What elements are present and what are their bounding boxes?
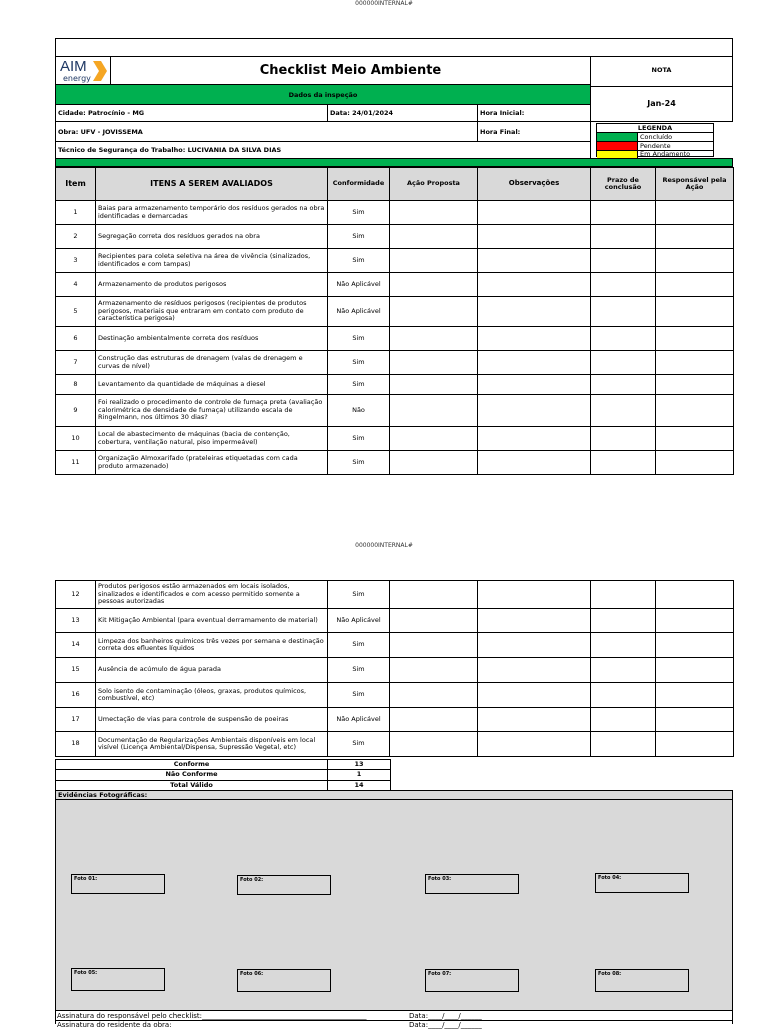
item-observacoes[interactable] — [478, 327, 591, 351]
table-row — [56, 327, 734, 351]
item-observacoes[interactable] — [478, 225, 591, 249]
item-prazo[interactable] — [591, 201, 656, 225]
item-responsavel[interactable] — [656, 375, 734, 395]
table-row — [56, 609, 734, 633]
photo-box-02[interactable]: Foto 02: — [237, 875, 331, 895]
item-number: 10 — [56, 427, 96, 451]
legend — [596, 123, 714, 157]
checklist-table-2 — [55, 580, 734, 757]
item-observacoes[interactable] — [478, 395, 591, 427]
item-conformidade: Não Aplicável — [328, 609, 390, 633]
item-acao-proposta[interactable] — [390, 609, 478, 633]
item-description: Recipientes para coleta seletiva na área de vivência (sinalizados, identificados e com tampas) — [96, 249, 328, 273]
table-row — [56, 581, 734, 609]
item-acao-proposta[interactable] — [390, 273, 478, 297]
item-acao-proposta[interactable] — [390, 427, 478, 451]
item-acao-proposta[interactable] — [390, 395, 478, 427]
item-number: 13 — [56, 609, 96, 633]
hora-final: Hora Final: — [477, 121, 591, 142]
item-observacoes[interactable] — [478, 609, 591, 633]
item-responsavel[interactable] — [656, 225, 734, 249]
item-conformidade: Sim — [328, 658, 390, 683]
item-observacoes[interactable] — [478, 351, 591, 375]
hora-inicial: Hora Inicial: — [477, 104, 591, 122]
item-prazo[interactable] — [591, 581, 656, 609]
totals-row: Total Válido 14 — [56, 781, 391, 792]
item-observacoes[interactable] — [478, 375, 591, 395]
item-observacoes[interactable] — [478, 249, 591, 273]
col-acao: Ação Proposta — [390, 168, 478, 201]
item-number: 3 — [56, 249, 96, 273]
item-conformidade: Sim — [328, 201, 390, 225]
item-prazo[interactable] — [591, 427, 656, 451]
item-observacoes[interactable] — [478, 581, 591, 609]
item-acao-proposta[interactable] — [390, 327, 478, 351]
signature-residente-date: Data:____/____/______ — [409, 1021, 482, 1029]
item-description: Organização Almoxarifado (prateleiras etiquetadas com cada produto armazenado) — [96, 451, 328, 475]
item-prazo[interactable] — [591, 732, 656, 757]
item-acao-proposta[interactable] — [390, 683, 478, 708]
col-responsavel: Responsável pela Ação — [656, 168, 734, 201]
item-prazo[interactable] — [591, 683, 656, 708]
item-prazo[interactable] — [591, 351, 656, 375]
table-row — [56, 395, 734, 427]
item-prazo[interactable] — [591, 708, 656, 732]
item-description: Documentação de Regularizações Ambientais disponíveis em local visível (Licença Ambiental/Dispensa, Supressão Vegetal, etc) — [96, 732, 328, 757]
item-number: 6 — [56, 327, 96, 351]
item-acao-proposta[interactable] — [390, 249, 478, 273]
item-prazo[interactable] — [591, 375, 656, 395]
item-number: 4 — [56, 273, 96, 297]
table-row — [56, 201, 734, 225]
signature-residente: Assinatura do residente da obra: — [57, 1021, 172, 1029]
green-separator — [55, 158, 733, 167]
item-prazo[interactable] — [591, 658, 656, 683]
item-responsavel[interactable] — [656, 327, 734, 351]
item-observacoes[interactable] — [478, 273, 591, 297]
item-responsavel[interactable] — [656, 732, 734, 757]
item-responsavel[interactable] — [656, 609, 734, 633]
totals-row: Conforme 13 — [56, 760, 391, 770]
table-row — [56, 732, 734, 757]
signature-area — [55, 1010, 733, 1029]
item-description: Solo isento de contaminação (óleos, graxas, produtos químicos, combustível, etc) — [96, 683, 328, 708]
item-description: Segregação correta dos resíduos gerados na obra — [96, 225, 328, 249]
item-conformidade: Sim — [328, 351, 390, 375]
table-row — [56, 451, 734, 475]
item-responsavel[interactable] — [656, 708, 734, 732]
item-conformidade: Sim — [328, 683, 390, 708]
item-acao-proposta[interactable] — [390, 225, 478, 249]
item-observacoes[interactable] — [478, 451, 591, 475]
totals-table — [55, 759, 391, 792]
logo-cell — [55, 56, 111, 85]
logo-sub: energy — [63, 74, 91, 83]
item-prazo[interactable] — [591, 297, 656, 327]
item-description: Limpeza dos banheiros químicos três vezes por semana e destinação correta dos efluentes líquidos — [96, 633, 328, 658]
item-prazo[interactable] — [591, 327, 656, 351]
item-conformidade: Sim — [328, 225, 390, 249]
photo-box-03[interactable]: Foto 03: — [425, 874, 519, 894]
item-responsavel[interactable] — [656, 427, 734, 451]
item-number: 1 — [56, 201, 96, 225]
item-number: 14 — [56, 633, 96, 658]
item-observacoes[interactable] — [478, 201, 591, 225]
table-row — [56, 297, 734, 327]
item-number: 12 — [56, 581, 96, 609]
item-number: 18 — [56, 732, 96, 757]
item-observacoes[interactable] — [478, 683, 591, 708]
item-acao-proposta[interactable] — [390, 732, 478, 757]
item-description: Ausência de acúmulo de água parada — [96, 658, 328, 683]
item-prazo[interactable] — [591, 225, 656, 249]
checklist-table-1 — [55, 167, 734, 475]
item-responsavel[interactable] — [656, 351, 734, 375]
item-responsavel[interactable] — [656, 201, 734, 225]
table-row — [56, 249, 734, 273]
table-row — [56, 658, 734, 683]
item-observacoes[interactable] — [478, 658, 591, 683]
item-responsavel[interactable] — [656, 297, 734, 327]
item-observacoes[interactable] — [478, 297, 591, 327]
table-row — [56, 427, 734, 451]
item-observacoes[interactable] — [478, 633, 591, 658]
photo-box-07[interactable]: Foto 07: — [425, 969, 519, 992]
logo-arrow-icon — [93, 61, 107, 81]
tecnico: Técnico de Segurança do Trabalho: LUCIVANIA DA SILVA DIAS — [55, 141, 591, 159]
col-prazo: Prazo de conclusão — [591, 168, 656, 201]
item-number: 16 — [56, 683, 96, 708]
item-acao-proposta[interactable] — [390, 633, 478, 658]
item-description: Destinação ambientalmente correta dos resíduos — [96, 327, 328, 351]
item-responsavel[interactable] — [656, 658, 734, 683]
item-description: Baias para armazenamento temporário dos resíduos gerados na obra identificadas e demarcadas — [96, 201, 328, 225]
col-itens: ITENS A SEREM AVALIADOS — [96, 168, 328, 201]
item-acao-proposta[interactable] — [390, 375, 478, 395]
legend-swatch-yellow — [597, 151, 638, 158]
item-number: 7 — [56, 351, 96, 375]
col-item: Item — [56, 168, 96, 201]
table-row — [56, 708, 734, 732]
table-header-row — [56, 168, 734, 201]
item-conformidade: Não Aplicável — [328, 708, 390, 732]
col-observacoes: Observações — [478, 168, 591, 201]
dados-inspecao: Dados da inspeção — [55, 84, 591, 105]
item-number: 2 — [56, 225, 96, 249]
item-conformidade: Não Aplicável — [328, 297, 390, 327]
evidencias-label: Evidências Fotográficas: — [55, 790, 733, 800]
nota-label: NOTA — [651, 66, 672, 74]
item-number: 8 — [56, 375, 96, 395]
item-number: 15 — [56, 658, 96, 683]
item-prazo[interactable] — [591, 633, 656, 658]
item-number: 11 — [56, 451, 96, 475]
item-number: 5 — [56, 297, 96, 327]
nota-value: Jan-24 — [647, 99, 676, 108]
logo: AIM — [60, 58, 87, 75]
item-conformidade: Sim — [328, 327, 390, 351]
item-prazo[interactable] — [591, 395, 656, 427]
table-row — [56, 375, 734, 395]
item-description: Armazenamento de resíduos perigosos (recipientes de produtos perigosos, materiais que entraram em contato com produto de característica perigosa) — [96, 297, 328, 327]
item-responsavel[interactable] — [656, 633, 734, 658]
item-conformidade: Sim — [328, 375, 390, 395]
totals-row: Não Conforme 1 — [56, 770, 391, 781]
table-row — [56, 351, 734, 375]
legend-title: LEGENDA — [597, 124, 713, 133]
watermark-top: 000000INTERNAL# — [355, 0, 413, 7]
item-prazo[interactable] — [591, 273, 656, 297]
signature-responsavel: Assinatura do responsável pelo checklist:_______________________________________________ — [57, 1012, 367, 1020]
item-description: Kit Mitigação Ambiental (para eventual derramamento de material) — [96, 609, 328, 633]
col-conformidade: Conformidade — [328, 168, 390, 201]
legend-item-andamento: Em Andamento — [597, 151, 713, 158]
data: Data: 24/01/2024 — [327, 104, 478, 122]
item-acao-proposta[interactable] — [390, 658, 478, 683]
item-conformidade: Sim — [328, 581, 390, 609]
item-observacoes[interactable] — [478, 427, 591, 451]
item-description: Foi realizado o procedimento de controle de fumaça preta (avaliação calorimétrica de densidade de fumaça) utilizando escala de Ringelmann, nos últimos 30 dias? — [96, 395, 328, 427]
item-conformidade: Não Aplicável — [328, 273, 390, 297]
item-acao-proposta[interactable] — [390, 708, 478, 732]
item-conformidade: Sim — [328, 427, 390, 451]
item-description: Construção das estruturas de drenagem (valas de drenagem e curvas de nível) — [96, 351, 328, 375]
item-description: Armazenamento de produtos perigosos — [96, 273, 328, 297]
signature-responsavel-date: Data:____/____/______ — [409, 1012, 482, 1020]
item-conformidade: Sim — [328, 451, 390, 475]
legend-swatch-red — [597, 142, 638, 150]
item-responsavel[interactable] — [656, 273, 734, 297]
table-row — [56, 683, 734, 708]
item-observacoes[interactable] — [478, 708, 591, 732]
item-acao-proposta[interactable] — [390, 351, 478, 375]
table-row — [56, 633, 734, 658]
photo-box-01[interactable]: Foto 01: — [71, 874, 165, 894]
item-description: Local de abastecimento de máquinas (bacia de contenção, cobertura, ventilação natural, piso impermeável) — [96, 427, 328, 451]
legend-item-pendente: Pendente — [597, 142, 713, 151]
item-prazo[interactable] — [591, 609, 656, 633]
item-acao-proposta[interactable] — [390, 297, 478, 327]
item-number: 9 — [56, 395, 96, 427]
item-conformidade: Sim — [328, 732, 390, 757]
item-responsavel[interactable] — [656, 249, 734, 273]
item-acao-proposta[interactable] — [390, 581, 478, 609]
item-prazo[interactable] — [591, 249, 656, 273]
watermark-middle: 000000INTERNAL# — [355, 542, 413, 549]
photo-box-04[interactable]: Foto 04: — [595, 873, 689, 893]
item-description: Levantamento da quantidade de máquinas a diesel — [96, 375, 328, 395]
photo-box-05[interactable]: Foto 05: — [71, 968, 165, 991]
item-responsavel[interactable] — [656, 683, 734, 708]
table-row — [56, 273, 734, 297]
legend-item-concluido: Concluído — [597, 133, 713, 142]
item-responsavel[interactable] — [656, 451, 734, 475]
item-responsavel[interactable] — [656, 581, 734, 609]
legend-swatch-green — [597, 133, 638, 141]
photo-box-08[interactable]: Foto 08: — [595, 969, 689, 992]
item-prazo[interactable] — [591, 451, 656, 475]
item-acao-proposta[interactable] — [390, 451, 478, 475]
item-observacoes[interactable] — [478, 732, 591, 757]
item-description: Produtos perigosos estão armazenados em locais isolados, sinalizados e identificados e com acesso permitido somente a pessoas autorizadas — [96, 581, 328, 609]
item-conformidade: Não — [328, 395, 390, 427]
table-row — [56, 225, 734, 249]
obra: Obra: UFV - JOVISSEMA — [55, 121, 478, 142]
header-top-band — [55, 38, 733, 57]
cidade: Cidade: Patrocínio - MG — [55, 104, 328, 122]
item-acao-proposta[interactable] — [390, 201, 478, 225]
item-conformidade: Sim — [328, 633, 390, 658]
item-number: 17 — [56, 708, 96, 732]
photo-box-06[interactable]: Foto 06: — [237, 969, 331, 992]
page-title: Checklist Meio Ambiente — [110, 56, 591, 85]
item-responsavel[interactable] — [656, 395, 734, 427]
item-conformidade: Sim — [328, 249, 390, 273]
item-description: Umectação de vias para controle de suspensão de poeiras — [96, 708, 328, 732]
nota-box — [590, 56, 733, 122]
